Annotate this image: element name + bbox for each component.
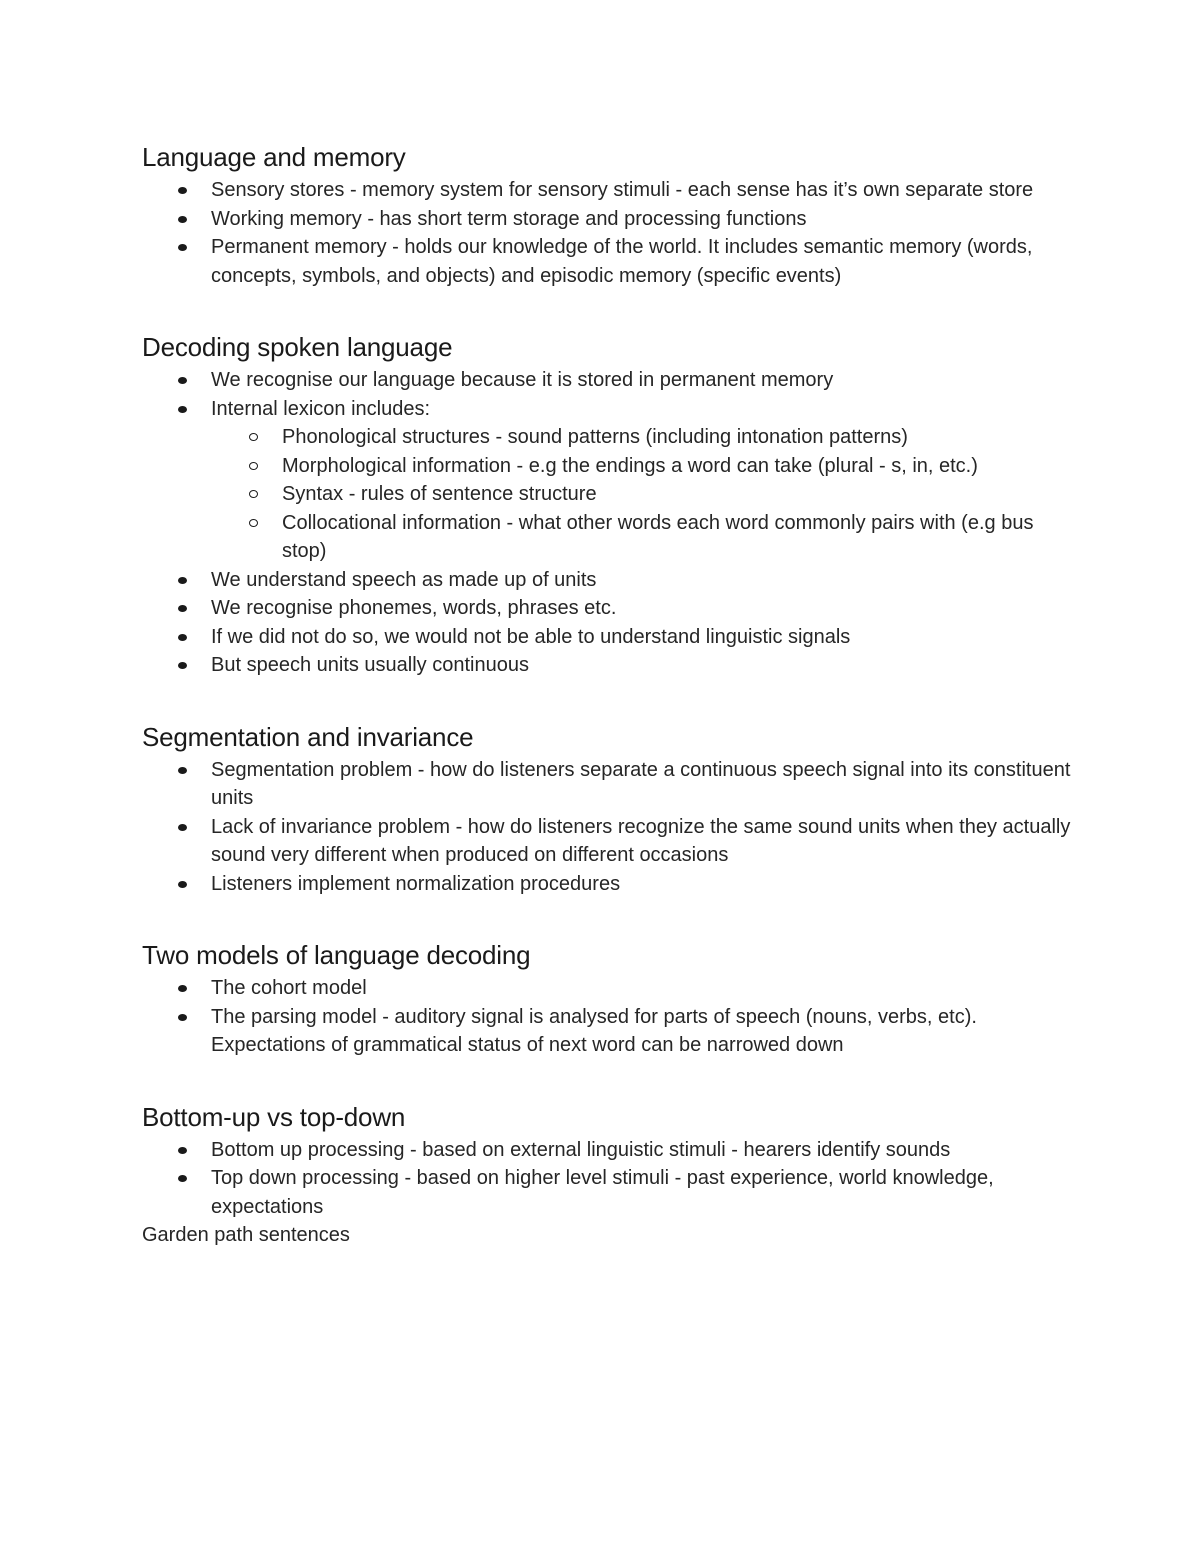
sub-list-item: Phonological structures - sound patterns (including intonation patterns) — [142, 423, 1072, 452]
list-item: We recognise phonemes, words, phrases etc. — [142, 594, 1072, 623]
bullet-icon — [178, 244, 187, 251]
list-item: Segmentation problem - how do listeners separate a continuous speech signal into its constituent units — [142, 756, 1072, 813]
section-heading: Two models of language decoding — [142, 940, 531, 970]
list-item: Lack of invariance problem - how do listeners recognize the same sound units when they actually sound very different when produced on different occasions — [142, 813, 1072, 870]
hollow-bullet-icon — [249, 490, 258, 498]
section-segmentation-and-invariance — [142, 718, 1072, 899]
list-item: If we did not do so, we would not be able to understand linguistic signals — [142, 623, 1072, 652]
bullet-list — [142, 1136, 1072, 1222]
bullet-icon — [178, 767, 187, 774]
bullet-list — [142, 974, 1072, 1060]
list-item: Internal lexicon includes: Phonological structures - sound patterns (including intonation patterns) Morphological information - e.g the endings a word can take (plural - s, in, etc.) Syntax - rules of sentence structure Collocational information - what other words each word commonly pairs with (e.g bus stop) — [142, 395, 1072, 566]
bullet-icon — [178, 634, 187, 641]
section-heading: Segmentation and invariance — [142, 721, 474, 752]
bullet-icon — [178, 216, 187, 223]
bullet-icon — [178, 577, 187, 584]
section-heading: Bottom-up vs top-down — [142, 1101, 406, 1132]
list-item: Top down processing - based on higher level stimuli - past experience, world knowledge, expectations — [142, 1164, 1072, 1221]
bullet-icon — [178, 377, 187, 384]
list-item: Bottom up processing - based on external linguistic stimuli - hearers identify sounds — [142, 1136, 1072, 1165]
list-item: Listeners implement normalization procedures — [142, 870, 1072, 899]
list-item: The cohort model — [142, 974, 1072, 1003]
bullet-icon — [178, 1175, 187, 1182]
section-two-models-of-language-decoding — [142, 936, 1072, 1060]
hollow-bullet-icon — [249, 519, 258, 527]
sub-list-item: Morphological information - e.g the endings a word can take (plural - s, in, etc.) — [142, 452, 1072, 481]
list-item: We recognise our language because it is stored in permanent memory — [142, 366, 1072, 395]
document-page — [142, 138, 1072, 1250]
list-item: But speech units usually continuous — [142, 651, 1072, 680]
section-heading: Language and memory — [142, 142, 406, 172]
bullet-icon — [178, 406, 187, 413]
hollow-bullet-icon — [249, 462, 258, 470]
sub-list-item: Syntax - rules of sentence structure — [142, 480, 1072, 509]
bullet-list — [142, 176, 1072, 290]
bullet-icon — [178, 662, 187, 669]
list-item: Working memory - has short term storage and processing functions — [142, 205, 1072, 234]
bullet-icon — [178, 605, 187, 612]
bullet-icon — [178, 1147, 187, 1154]
sub-list-item: Collocational information - what other words each word commonly pairs with (e.g bus stop) — [142, 509, 1072, 566]
list-item: Sensory stores - memory system for sensory stimuli - each sense has it’s own separate store — [142, 176, 1072, 205]
bullet-icon — [178, 881, 187, 888]
bullet-icon — [178, 187, 187, 194]
bullet-list — [142, 756, 1072, 899]
section-decoding-spoken-language — [142, 328, 1072, 680]
section-language-and-memory — [142, 138, 1072, 290]
bullet-icon — [178, 824, 187, 831]
list-item: The parsing model - auditory signal is analysed for parts of speech (nouns, verbs, etc). Expectations of grammatical status of next word can be narrowed down — [142, 1003, 1072, 1060]
bullet-icon — [178, 985, 187, 992]
bullet-icon — [178, 1014, 187, 1021]
list-item: We understand speech as made up of units — [142, 566, 1072, 595]
section-heading: Decoding spoken language — [142, 332, 453, 362]
sub-bullet-list — [211, 423, 1072, 566]
bullet-list — [142, 366, 1072, 680]
hollow-bullet-icon — [249, 433, 258, 441]
section-bottom-up-vs-top-down — [142, 1098, 1072, 1250]
list-item: Permanent memory - holds our knowledge of the world. It includes semantic memory (words, concepts, symbols, and objects) and episodic memory (specific events) — [142, 233, 1072, 290]
trailing-text: Garden path sentences — [142, 1224, 350, 1246]
